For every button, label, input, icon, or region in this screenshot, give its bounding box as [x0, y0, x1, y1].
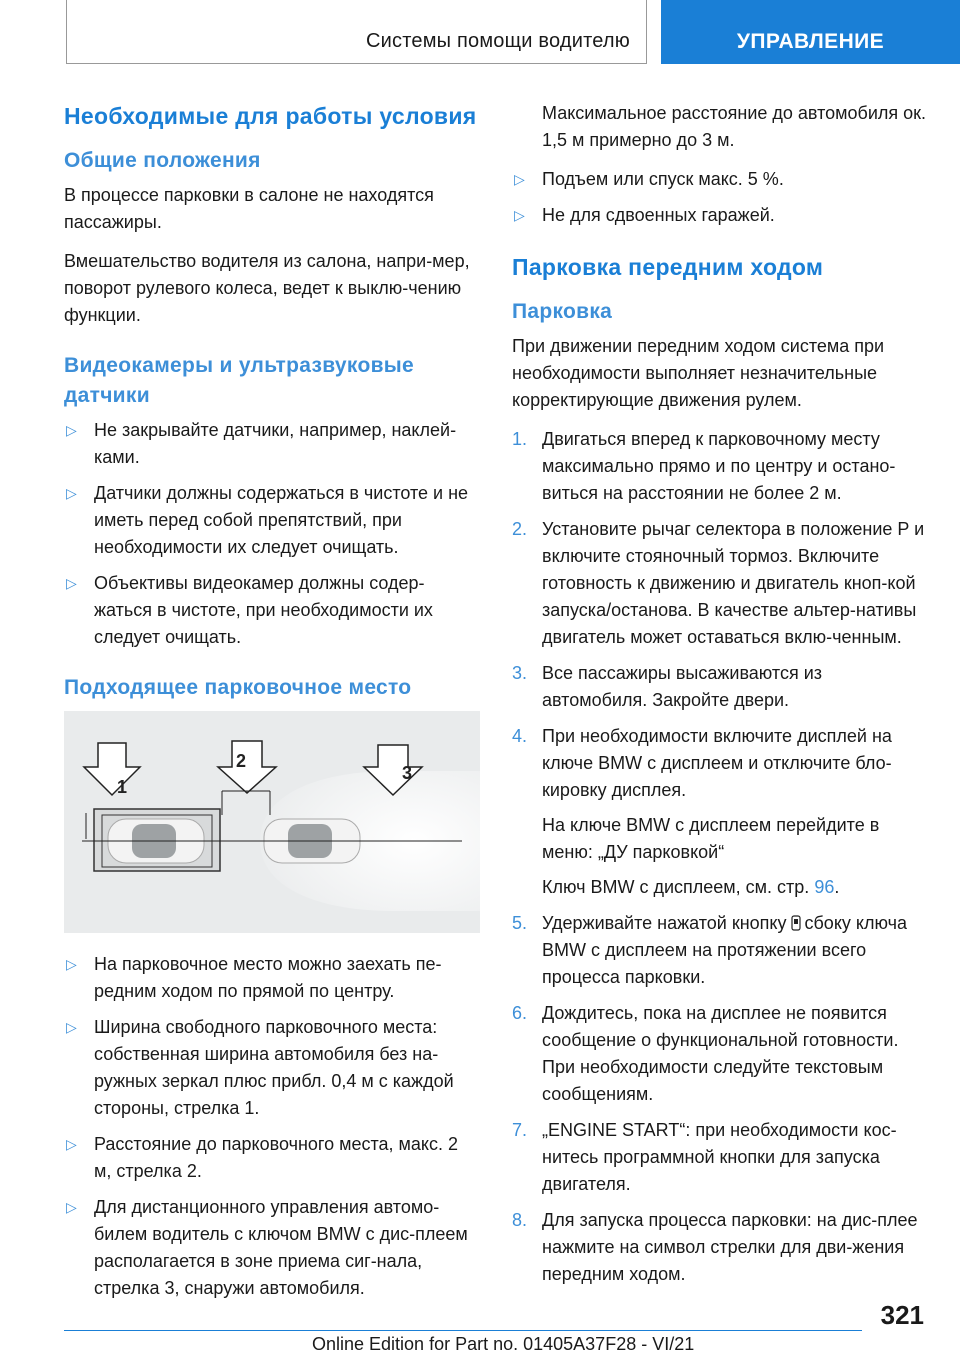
- conditions-list: [512, 166, 928, 229]
- parking-space-figure: [64, 711, 480, 933]
- list-item: ▷ Подъем или спуск макс. 5 %.: [512, 166, 928, 193]
- heading-parking: Парковка: [512, 300, 613, 323]
- triangle-bullet-icon: ▷: [514, 171, 525, 187]
- triangle-bullet-icon: ▷: [66, 422, 77, 438]
- triangle-bullet-icon: ▷: [66, 575, 77, 591]
- list-item: ▷ Не для сдвоенных гаражей.: [512, 202, 928, 229]
- list-item: ▷ Объективы видеокамер должны содер-жаться в чистоте, при необходимости их следует очищать.: [64, 570, 480, 651]
- list-item: ▷ Для дистанционного управления автомо-билем водитель с ключом BMW с дис-плеем располагается в зоне приема сиг-нала, стрелка 3, снаружи автомобиля.: [64, 1194, 480, 1302]
- list-item: ▷ Ширина свободного парковочного места: собственная ширина автомобиля без на-ружных зеркал плюс прибл. 0,4 м с каждой стороны, стрелка 1.: [64, 1014, 480, 1122]
- header-section-title: Системы помощи водителю: [66, 0, 647, 64]
- list-item: ▷ На парковочное место можно заехать пе-редним ходом по прямой по центру.: [64, 951, 480, 1005]
- triangle-bullet-icon: ▷: [66, 1199, 77, 1215]
- step-item: 8. Для запуска процесса парковки: на дис-плее нажмите на символ стрелки для дви-жения передним ходом.: [512, 1210, 918, 1284]
- footer-edition: Online Edition for Part no. 01405A37F28 - VI/21: [312, 1334, 695, 1354]
- step-item: 7. „ENGINE START“: при необходимости кос-нитесь программной кнопки для запуска двигателя.: [512, 1120, 897, 1194]
- right-column: [512, 100, 928, 1297]
- parking-steps: [512, 426, 928, 1288]
- parking-space-list: [64, 951, 480, 1302]
- heading-sensors: Видеокамеры и ультразвуковые датчики: [64, 354, 414, 407]
- sensor-list: [64, 417, 480, 651]
- general-paragraph-2: Вмешательство водителя из салона, напри-мер, поворот рулевого колеса, ведет к выклю-чению функции.: [64, 251, 470, 325]
- footer-divider: [64, 1330, 862, 1331]
- triangle-bullet-icon: ▷: [66, 1019, 77, 1035]
- page-header: [0, 0, 960, 66]
- heading-conditions: Необходимые для работы условия: [64, 103, 477, 129]
- header-chapter-tab[interactable]: УПРАВЛЕНИЕ: [661, 0, 960, 64]
- triangle-bullet-icon: ▷: [514, 207, 525, 223]
- step-item: 1. Двигаться вперед к парковочному месту максимально прямо и по центру и остано-виться на расстоянии не более 2 м.: [512, 429, 896, 503]
- step-item: 3. Все пассажиры высаживаются из автомобиля. Закройте двери.: [512, 663, 823, 710]
- list-item: ▷ Расстояние до парковочного места, макс. 2 м, стрелка 2.: [64, 1131, 480, 1185]
- triangle-bullet-icon: ▷: [66, 485, 77, 501]
- triangle-bullet-icon: ▷: [66, 956, 77, 972]
- list-item: ▷ Датчики должны содержаться в чистоте и не иметь перед собой препятствий, при необходимости их следует очищать.: [64, 480, 480, 561]
- left-column: [64, 100, 480, 1311]
- arrow-2: [218, 741, 276, 815]
- step-item: 6. Дождитесь, пока на дисплее не появится сообщение о функциональной готовности. При необходимости следуйте текстовым сообщениям.: [512, 1003, 899, 1104]
- step-item: 2. Установите рычаг селектора в положение P и включите стояночный тормоз. Включите готовность к движению и двигатель кноп-кой запуска/останова. В качестве альтер-нативы двигатель может оставаться вклю-ченным.: [512, 519, 925, 647]
- page-link[interactable]: 96: [814, 877, 835, 897]
- list-item: ▷ Не закрывайте датчики, например, наклей-ками.: [64, 417, 480, 471]
- page-number: 321: [880, 1300, 924, 1330]
- general-paragraph-1: В процессе парковки в салоне не находятся пассажиры.: [64, 185, 434, 232]
- triangle-bullet-icon: ▷: [66, 1136, 77, 1152]
- continued-paragraph: Максимальное расстояние до автомобиля ок. 1,5 м примерно до 3 м.: [542, 103, 927, 150]
- parking-intro: При движении передним ходом система при необходимости выполняет незначительные корректирующие движения рулем.: [512, 336, 885, 410]
- arrow-3-label: 3: [402, 763, 413, 783]
- heading-parking-space: Подходящее парковочное место: [64, 676, 412, 699]
- arrow-1: [84, 743, 140, 797]
- parking-diagram: [64, 711, 480, 933]
- heading-general: Общие положения: [64, 149, 261, 172]
- step-item: 5. Удерживайте нажатой кнопку сбоку ключа BMW с дисплеем на протяжении всего процесса парковки.: [512, 913, 907, 987]
- arrow-1-label: 1: [117, 777, 128, 797]
- arrow-2-label: 2: [236, 751, 247, 771]
- step-item: 4. При необходимости включите дисплей на ключе BMW с дисплеем и отключите бло-кировку дисплея. На ключе BMW с дисплеем перейдите в меню: „ДУ парковкой“ Ключ BMW с дисплеем, см. стр. 96.: [512, 726, 892, 897]
- heading-forward-parking: Парковка передним ходом: [512, 254, 824, 280]
- key-button-icon: [791, 915, 801, 931]
